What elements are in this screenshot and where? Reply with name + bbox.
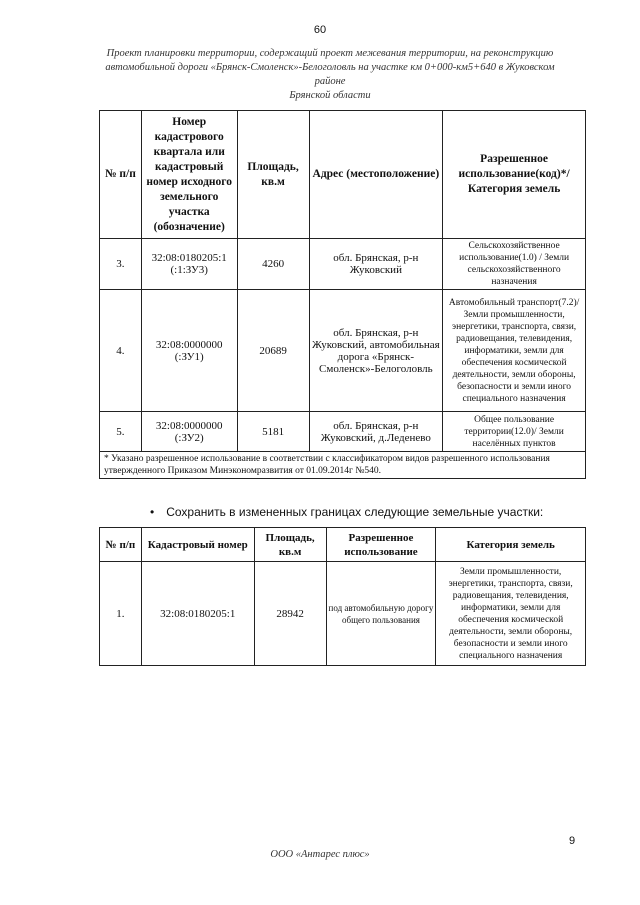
cell-area: 5181 (237, 412, 309, 452)
page-number-top: 60 (313, 24, 327, 36)
cell-use: Общее пользование территории(12.0)/ Земли населённых пунктов (443, 412, 586, 452)
preserved-plots-table (99, 527, 586, 666)
cell-number: 5. (100, 412, 142, 452)
cell-address: обл. Брянская, р-н Жуковский, д.Леденево (309, 412, 443, 452)
table-row (100, 412, 586, 452)
cell-area: 4260 (237, 239, 309, 290)
table-row (100, 239, 586, 290)
cell-number: 1. (100, 562, 142, 666)
header-line-3: Брянской области (289, 90, 371, 101)
col-header-area: Площадь, кв.м (254, 528, 326, 562)
col-header-number: № п/п (100, 528, 142, 562)
cell-cadastral: 32:08:0000000 (:ЗУ2) (141, 412, 237, 452)
cell-number: 3. (100, 239, 142, 290)
col-header-category: Категория земель (436, 528, 586, 562)
cell-use: Сельскохозяйственное использование(1.0) / Земли сельскохозяйственного назначения (443, 239, 586, 290)
col-header-use: Разрешенное использование(код)*/ Категория земель (443, 111, 586, 239)
header-line-1: Проект планировки территории, содержащий проект межевания территории, на реконструкцию (106, 48, 554, 59)
cell-area: 28942 (254, 562, 326, 666)
bullet-icon: • (150, 505, 155, 519)
cell-cadastral: 32:08:0000000 (:ЗУ1) (141, 290, 237, 412)
col-header-area: Площадь, кв.м (237, 111, 309, 239)
table-header-row (100, 111, 586, 239)
col-header-cadastral: Номер кадастрового квартала или кадастровый номер исходного земельного участка (обозначение) (141, 111, 237, 239)
cell-cadastral: 32:08:0180205:1 (:1:ЗУ3) (141, 239, 237, 290)
col-header-address: Адрес (местоположение) (309, 111, 443, 239)
land-plots-table (99, 110, 586, 479)
col-header-number: № п/п (100, 111, 142, 239)
header-line-2: автомобильной дороги «Брянск-Смоленск»-Белоголовль на участке км 0+000-км5+640 в Жуковском районе (105, 62, 555, 87)
table-row (100, 290, 586, 412)
bullet-text: Сохранить в измененных границах следующие земельные участки: (166, 505, 544, 519)
cell-address: обл. Брянская, р-н Жуковский (309, 239, 443, 290)
document-footer: ООО «Антарес плюс» (270, 849, 370, 860)
footnote: * Указано разрешенное использование в соответствии с классификатором видов разрешенного использования утвержденного Приказом Минэкономразвития от 01.09.2014г №540. (100, 452, 586, 479)
bullet-paragraph (150, 505, 543, 519)
cell-category: Земли промышленности, энергетики, транспорта, связи, радиовещания, телевидения, информатики, земли для обеспечения космической деятельности, земли обороны, безопасности и земли иного специального назначения (436, 562, 586, 666)
cell-use: под автомобильную дорогу общего пользования (326, 562, 436, 666)
cell-cadastral: 32:08:0180205:1 (141, 562, 254, 666)
cell-number: 4. (100, 290, 142, 412)
cell-use: Автомобильный транспорт(7.2)/ Земли промышленности, энергетики, транспорта, связи, радиовещания, телевидения, информатики, земли для обеспечения космической деятельности, земли обороны, безопасности и земли иного специального назначения (443, 290, 586, 412)
footnote-row (100, 452, 586, 479)
cell-address: обл. Брянская, р-н Жуковский, автомобильная дорога «Брянск-Смоленск»-Белоголовль (309, 290, 443, 412)
page-number-bottom: 9 (569, 835, 576, 847)
table-header-row (100, 528, 586, 562)
col-header-use: Разрешенное использование (326, 528, 436, 562)
document-header (90, 47, 570, 103)
col-header-cadastral: Кадастровый номер (141, 528, 254, 562)
cell-area: 20689 (237, 290, 309, 412)
table-row (100, 562, 586, 666)
